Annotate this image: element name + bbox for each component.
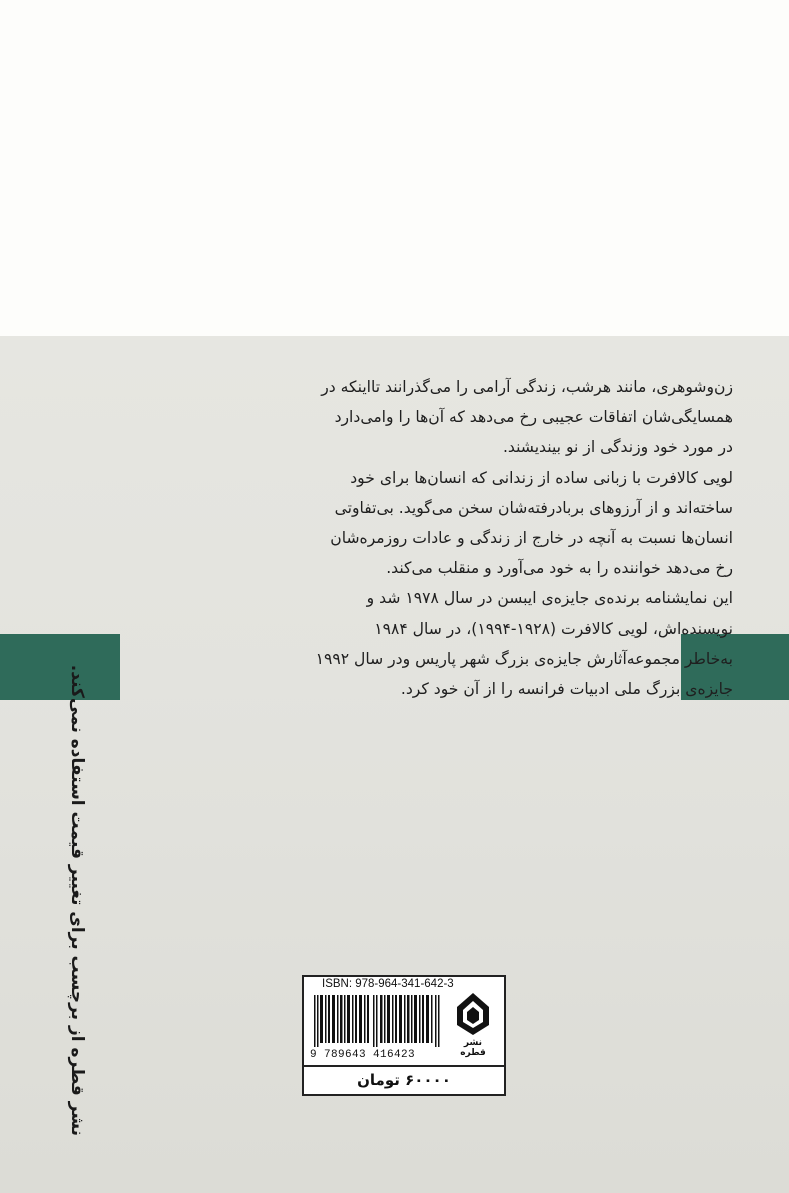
synopsis-line: جایزه‌ی بزرگ ملی ادبیات فرانسه را از آن خود کرد. (400, 680, 733, 699)
synopsis-text (185, 372, 733, 704)
synopsis-line: انسان‌ها نسبت به آنچه در خارج از زندگی و عادات روزمره‌شان (330, 529, 733, 548)
publisher-logo (450, 991, 496, 1057)
synopsis-line: زن‌وشوهری، مانند هرشب، زندگی آرامی را می‌گذرانند تااینکه در (321, 378, 733, 396)
drop-logo-icon (453, 991, 493, 1037)
barcode-panel (302, 975, 506, 1096)
barcode-digits: 9 789643 416423 (310, 1049, 416, 1061)
synopsis-line: نویسنده‌اش، لویی کالافرت (۱۹۲۸-۱۹۹۴)، در سال ۱۹۸۴ (374, 619, 733, 638)
synopsis-line: به‌خاطر مجموعه‌آثارش جایزه‌ی بزرگ شهر پاریس ودر سال ۱۹۹۲ (315, 649, 733, 668)
synopsis-line: همسایگی‌شان اتفاقات عجیبی رخ می‌دهد که آن‌ها را وامی‌دارد (334, 408, 733, 427)
blank-area (0, 0, 789, 336)
barcode-icon (314, 995, 442, 1047)
synopsis-line: رخ می‌دهد خواننده را به خود می‌آورد و منقلب می‌کند. (386, 559, 733, 578)
synopsis-line: در مورد خود وزندگی از نو بیندیشند. (502, 438, 733, 457)
synopsis-line: لویی کالافرت با زبانی ساده از زندانی که انسان‌ها برای خود (350, 468, 733, 487)
accent-band-left (0, 634, 120, 700)
synopsis-line: ساخته‌اند و از آرزوهای بربادرفته‌شان سخن می‌گوید. بی‌تفاوتی (334, 498, 733, 517)
synopsis-line: این نمایشنامه برنده‌ی جایزه‌ی ایبسن در سال ۱۹۷۸ شد و (366, 589, 733, 608)
isbn-number: ISBN: 978-964-341-642-3 (322, 978, 454, 990)
price-tag: ۶۰۰۰۰ تومان (304, 1065, 504, 1094)
price-label-note: نشر قطره از برچسب برای تغییر قیمت استفاده نمی‌کند. (67, 664, 87, 1136)
publisher-logo-label: نشر قطره (460, 1038, 486, 1058)
